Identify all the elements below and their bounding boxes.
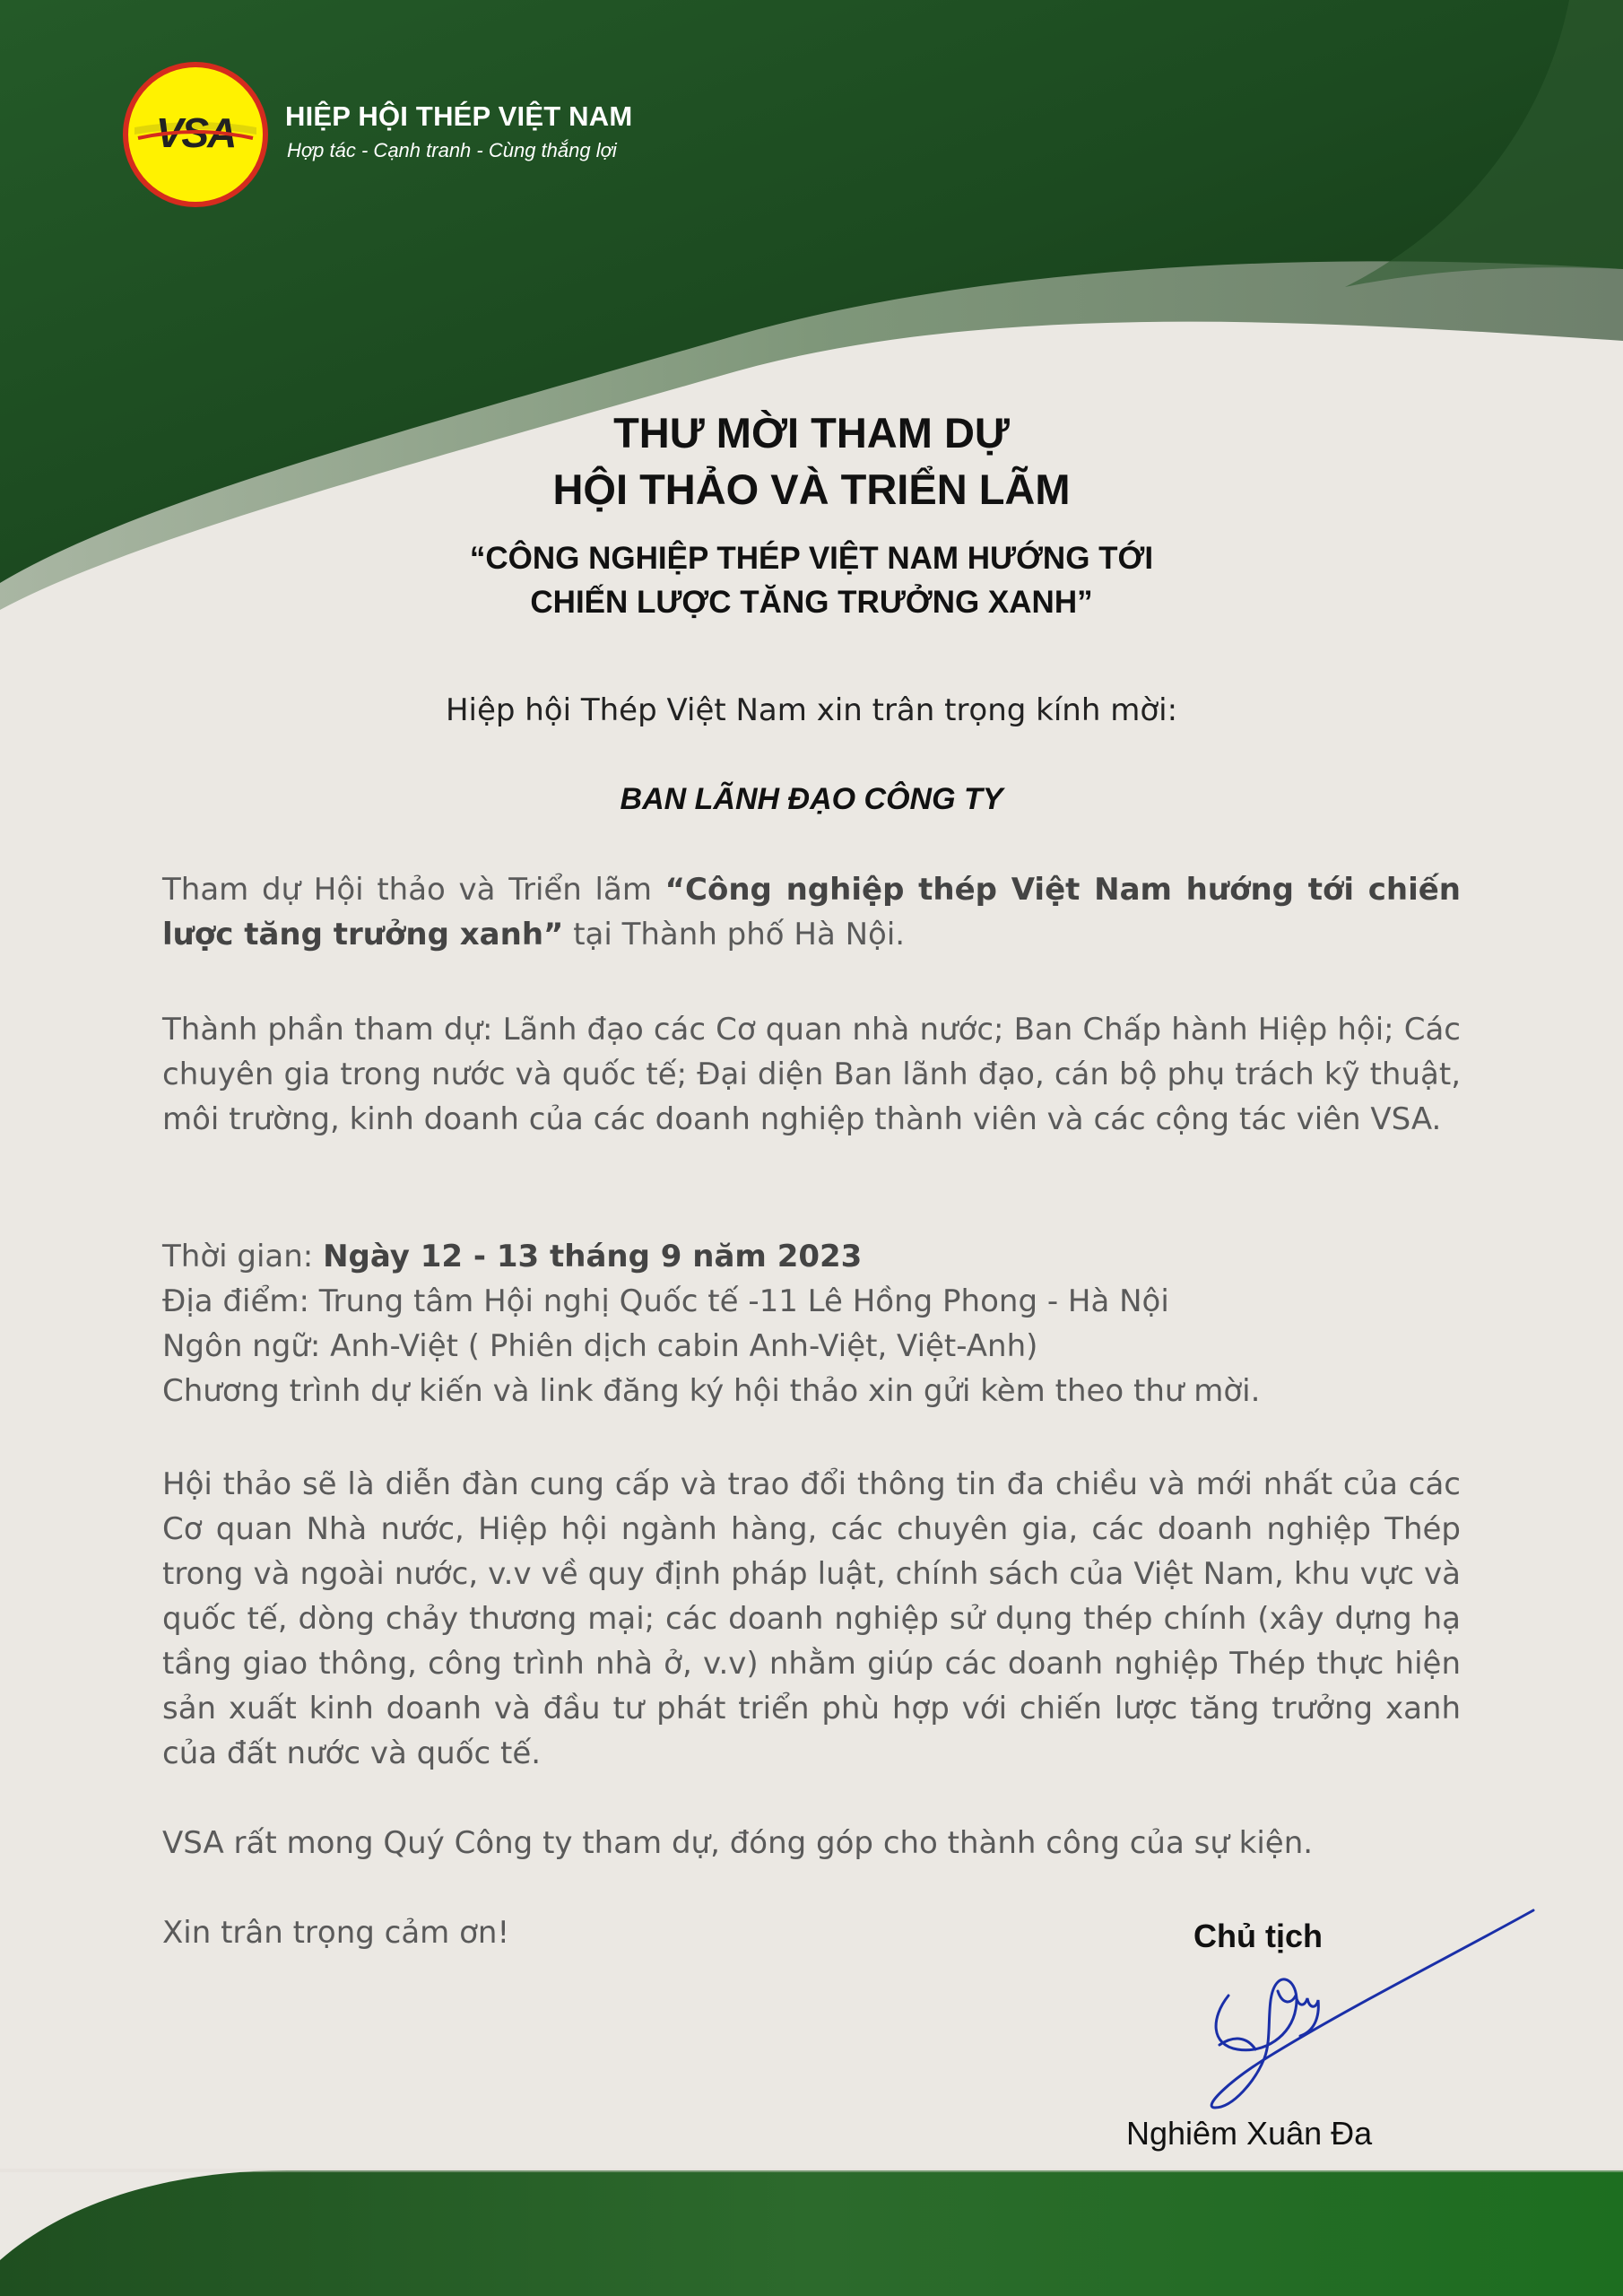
paragraph-description: Hội thảo sẽ là diễn đàn cung cấp và trao đổi thông tin đa chiều và mới nhất của các Cơ quan Nhà nước, Hiệp hội ngành hàng, các chuyên gia, các doanh nghiệp Thép trong và ngoài nước, v.v về quy định pháp luật, chính sách của Việt Nam, khu vực và quốc tế, dòng chảy thương mại; các doanh nghiệp sử dụng thép chính (xây dựng hạ tầng giao thông, công trình nhà ở, v.v) nhằm giúp các doanh nghiệp Thép thực hiện sản xuất kinh doanh và đầu tư phát triển phù hợp với chiến lược tăng trưởng xanh của đất nước và quốc tế.: [162, 1466, 1461, 1771]
paragraph-event-prefix: Tham dự Hội thảo và Triển lãm: [162, 872, 665, 908]
org-slogan: Hợp tác - Cạnh tranh - Cùng thắng lợi: [287, 139, 617, 161]
org-name: HIỆP HỘI THÉP VIỆT NAM: [285, 100, 633, 132]
invite-line: Hiệp hội Thép Việt Nam xin trân trọng kính mời:: [445, 692, 1178, 728]
closing-line: Xin trân trọng cảm ơn!: [162, 1915, 510, 1951]
event-details: [162, 1234, 1461, 1413]
subtitle-line-1: “CÔNG NGHIỆP THÉP VIỆT NAM HƯỚNG TỚI: [469, 541, 1154, 576]
detail-time-label: Thời gian:: [162, 1239, 324, 1274]
signer-name: Nghiêm Xuân Đa: [1126, 2115, 1373, 2152]
title-line-1: THƯ MỜI THAM DỰ: [613, 409, 1010, 457]
signer-title: Chủ tịch: [1193, 1918, 1323, 1954]
detail-location: Địa điểm: Trung tâm Hội nghị Quốc tế -11 Lê Hồng Phong - Hà Nội: [162, 1283, 1169, 1319]
svg-text:VSA: VSA: [155, 109, 236, 156]
signature-scribble: [1193, 1901, 1542, 2117]
detail-language: Ngôn ngữ: Anh-Việt ( Phiên dịch cabin Anh-Việt, Việt-Anh): [162, 1328, 1038, 1364]
subtitle-line-2: CHIẾN LƯỢC TĂNG TRƯỞNG XANH”: [530, 585, 1093, 620]
paragraph-request: VSA rất mong Quý Công ty tham dự, đóng góp cho thành công của sự kiện.: [162, 1825, 1314, 1861]
event-name: “Công nghiệp thép Việt Nam hướng tới chiến lược tăng trưởng xanh”: [162, 872, 1461, 952]
vsa-logo: [122, 61, 269, 208]
detail-program: Chương trình dự kiến và link đăng ký hội thảo xin gửi kèm theo thư mời.: [162, 1373, 1261, 1409]
detail-time-value: Ngày 12 - 13 tháng 9 năm 2023: [323, 1239, 863, 1274]
paragraph-event-suffix: tại Thành phố Hà Nội.: [563, 917, 906, 952]
paragraph-participants: Thành phần tham dự: Lãnh đạo các Cơ quan nhà nước; Ban Chấp hành Hiệp hội; Các chuyên gia trong nước và quốc tế; Đại diện Ban lãnh đạo, cán bộ phụ trách kỹ thuật, môi trường, kinh doanh của các doanh nghiệp thành viên và các cộng tác viên VSA.: [162, 1012, 1461, 1137]
recipient: BAN LÃNH ĐẠO CÔNG TY: [620, 782, 1003, 816]
paragraph-event: [162, 867, 1461, 957]
title-line-2: HỘI THẢO VÀ TRIỂN LÃM: [552, 465, 1071, 513]
detail-time: [162, 1234, 1461, 1279]
